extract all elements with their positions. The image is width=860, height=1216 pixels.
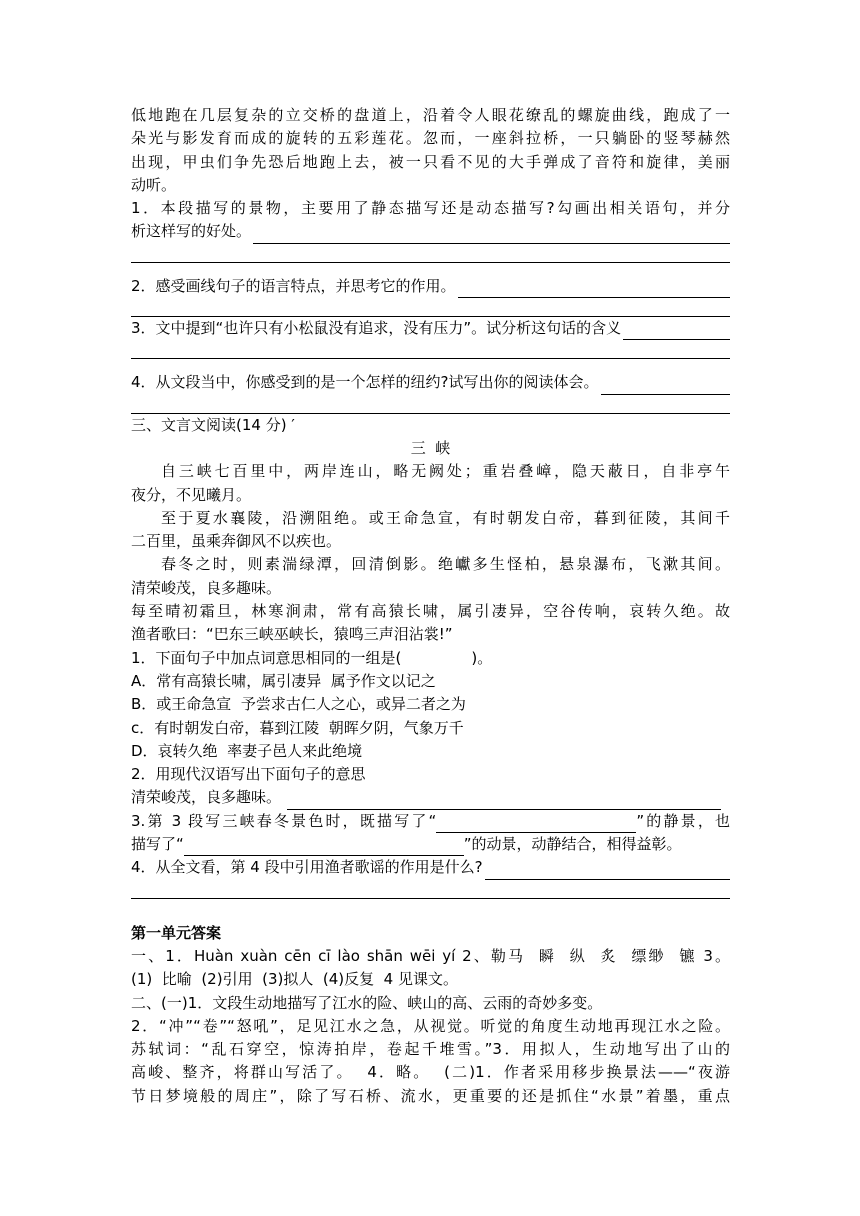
question-2: 2．感受画线句子的语言特点，并思考它的作用。 — [131, 276, 456, 295]
question-1-continued: 析这样写的好处。 — [131, 222, 252, 241]
option-b: B．或王命急宣 予尝求古仁人之心，或异二者之为 — [131, 695, 466, 714]
answer-line-text: 一、1．Huàn xuàn cēn cī lào shān wēi yí 2、勒马 瞬 纵 炙 缥缈 镳 3。 — [131, 946, 730, 965]
answers-heading: 第一单元答案 — [131, 923, 222, 942]
option-d: D．哀转久绝 率妻子邑人来此绝境 — [131, 741, 363, 760]
classical-paragraph: 渔者歌曰：“巴东三峡巫峡长，猿鸣三声泪沾裳!” — [131, 625, 453, 644]
question-text: )。 — [471, 648, 493, 667]
question-4: 4．从文段当中，你感受到的是一个怎样的纽约?试写出你的阅读体会。 — [131, 373, 599, 392]
answer-line[interactable] — [131, 298, 730, 317]
answer-line-text: 2．“冲”“卷”“怒吼”，足见江水之急，从视觉。听觉的角度生动地再现江水之险。 — [131, 1016, 730, 1035]
answer-line[interactable] — [131, 244, 730, 263]
question-2-3-continued — [131, 833, 730, 856]
question-text: 3.第 3 段写三峡春冬景色时，既描写了“ — [131, 811, 437, 830]
answer-line-text: 二、(一)1．文段生动地描写了江水的险、峡山的高、云雨的奇妙多变。 — [131, 993, 603, 1012]
answer-blank[interactable] — [436, 814, 636, 833]
answer-line-text: 高峻、整齐，将群山写活了。 4．略。 (二)1．作者采用移步换景法——“夜游 — [131, 1063, 730, 1082]
answer-line[interactable] — [485, 861, 730, 880]
answer-line[interactable] — [131, 340, 730, 359]
quoted-sentence: 清荣峻茂，良多趣味。 — [131, 788, 282, 807]
question-1: 1．本段描写的景物，主要用了静态描写还是动态描写?勾画出相关语句，并分 — [131, 199, 730, 218]
answer-line[interactable] — [131, 395, 730, 414]
classical-paragraph: 至于夏水襄陵，沿溯阻绝。或王命急宣，有时朝发白帝，暮到征陵，其间千 — [161, 508, 730, 527]
section-heading: 三、文言文阅读(14 分) ′ — [131, 415, 295, 434]
answer-line-text: 节日梦境般的周庄”，除了写石桥、流水，更重要的还是抓住“水景”着墨，重点 — [131, 1086, 730, 1105]
passage-line: 低地跑在几层复杂的立交桥的盘道上，沿着令人眼花缭乱的螺旋曲线，跑成了一 — [131, 106, 730, 124]
option-a: A．常有高猿长啸，属引凄异 属予作文以记之 — [131, 671, 436, 690]
question-2-4-row — [131, 856, 730, 879]
question-3: 3．文中提到“也许只有小松鼠没有追求，没有压力”。试分析这句话的含义 — [131, 319, 622, 338]
document-page — [131, 104, 730, 1108]
question-text: ”的动景，动静结合，相得益彰。 — [463, 835, 682, 854]
question-4-row — [131, 371, 730, 394]
answer-line[interactable] — [131, 880, 730, 899]
question-text: 1．下面句子中加点词意思相同的一组是( — [131, 648, 402, 667]
answer-line-text: 苏轼词：“乱石穿空，惊涛拍岸，卷起千堆雪。”3．用拟人，生动地写出了山的 — [131, 1040, 730, 1059]
question-2-1 — [131, 647, 730, 670]
passage-line: 出现，甲虫们争先恐后地跑上去，被一只看不见的大手弹成了音符和旋律，美丽 — [131, 152, 730, 171]
question-2-2-row — [131, 786, 721, 809]
question-2-3 — [131, 810, 730, 833]
classical-paragraph: 春冬之时，则素湍绿潭，回清倒影。绝巘多生怪柏，悬泉瀑布，飞漱其间。 — [161, 555, 730, 574]
question-3-row — [131, 317, 730, 340]
answer-line[interactable] — [601, 376, 730, 395]
answer-line[interactable] — [253, 225, 730, 244]
question-2-2: 2．用现代汉语写出下面句子的意思 — [131, 765, 366, 784]
answer-line-text: (1) 比喻 (2)引用 (3)拟人 (4)反复 4 见课文。 — [131, 970, 458, 989]
question-text: 描写了“ — [131, 835, 184, 854]
question-1-answer-row — [131, 220, 730, 243]
passage-line: 动听。 — [131, 175, 177, 194]
answer-line[interactable] — [623, 321, 730, 340]
answer-line[interactable] — [458, 279, 730, 298]
classical-paragraph: 清荣峻茂，良多趣味。 — [131, 578, 282, 597]
passage-line: 朵光与影发育而成的旋转的五彩莲花。忽而，一座斜拉桥，一只躺卧的竖琴赫然 — [131, 129, 730, 148]
question-text: ”的静景，也 — [636, 811, 730, 830]
classical-paragraph: 自三峡七百里中，两岸连山，略无阙处；重岩叠嶂，隐天蔽日，自非亭午 — [161, 462, 730, 481]
question-2-row — [131, 275, 730, 298]
classical-text-title: 三 峡 — [410, 438, 451, 457]
question-2-4: 4．从全文看，第 4 段中引用渔者歌谣的作用是什么? — [131, 858, 483, 877]
classical-paragraph: 每至晴初霜旦，林寒涧肃，常有高猿长啸，属引凄异，空谷传响，哀转久绝。故 — [131, 602, 730, 621]
answer-line[interactable] — [287, 791, 721, 810]
answer-blank[interactable] — [184, 837, 464, 856]
classical-paragraph: 二百里，虽乘奔御风不以疾也。 — [131, 532, 342, 551]
classical-paragraph: 夜分，不见曦月。 — [131, 485, 252, 504]
option-c: c．有时朝发白帝，暮到江陵 朝晖夕阴，气象万千 — [131, 718, 464, 737]
